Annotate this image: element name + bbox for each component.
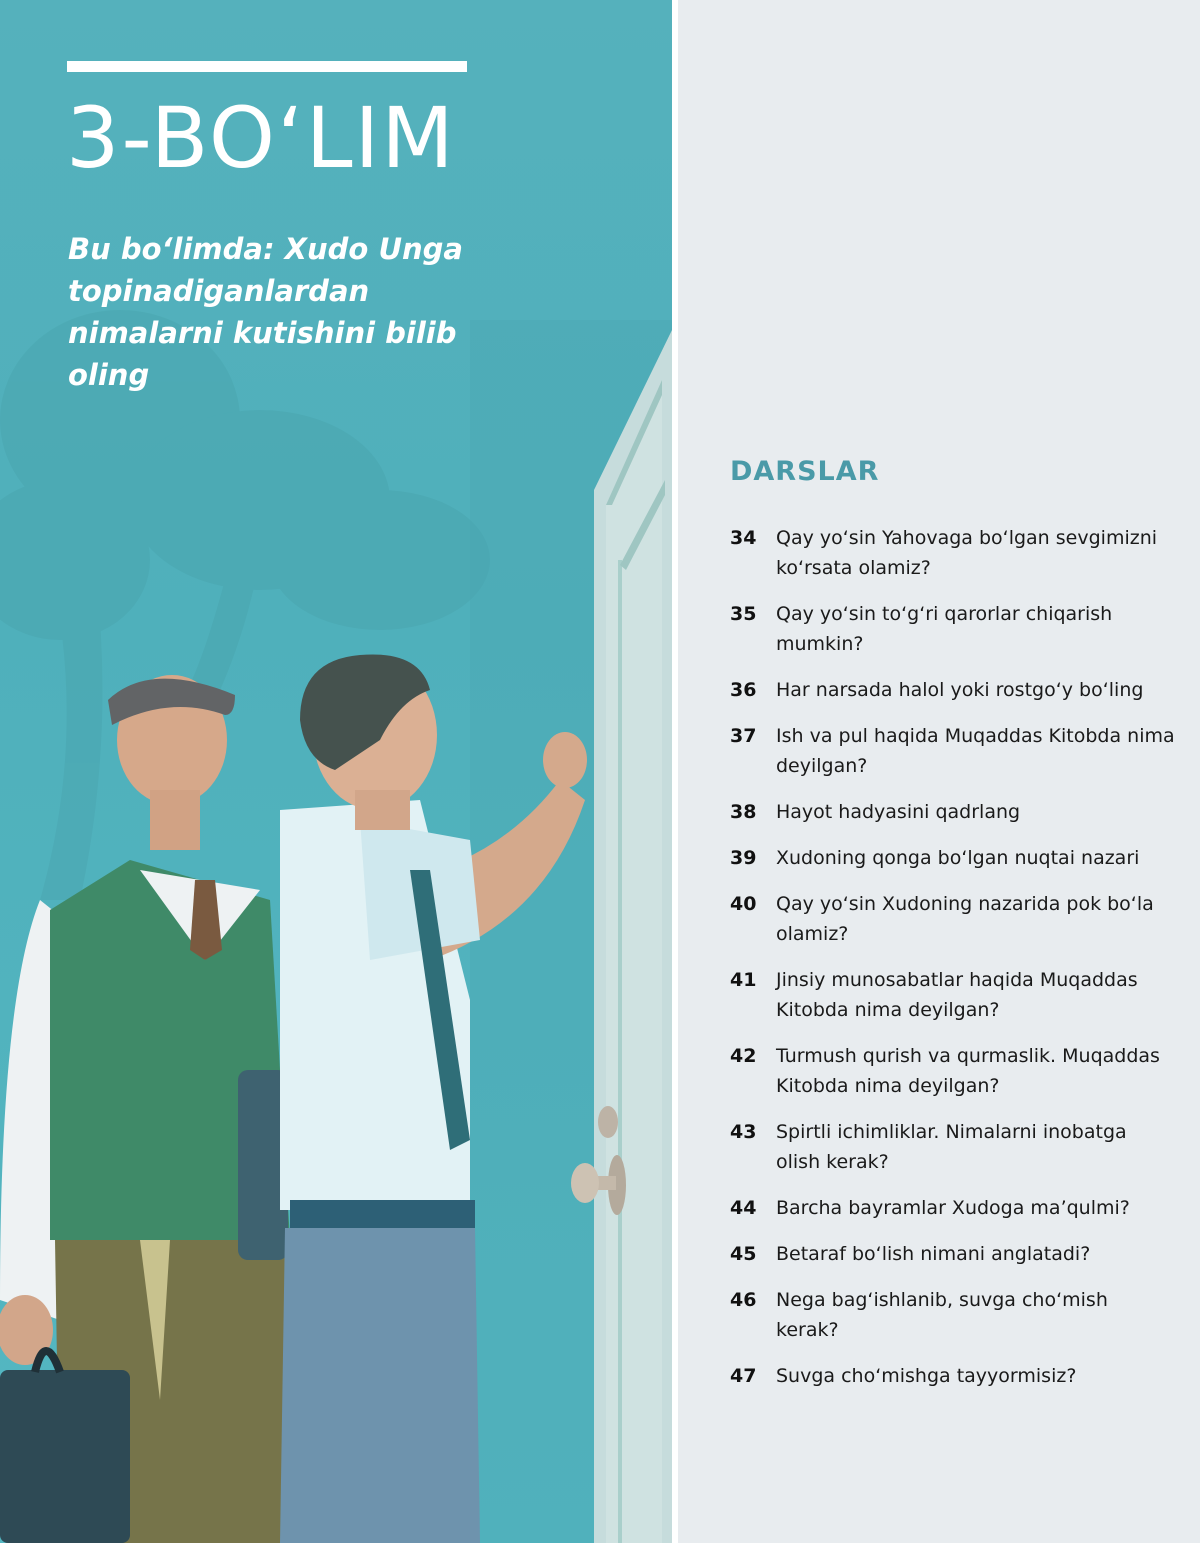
lesson-number: 44 <box>730 1197 757 1219</box>
lesson-item[interactable] <box>730 675 1180 705</box>
lesson-number: 38 <box>730 801 757 823</box>
lesson-item[interactable] <box>730 889 1180 949</box>
lessons-heading: DARSLAR <box>730 456 880 487</box>
lesson-item[interactable] <box>730 1117 1180 1177</box>
lesson-title: Qay yo‘sin to‘g‘ri qarorlar chiqarish mumkin? <box>776 603 1113 655</box>
lesson-number: 41 <box>730 969 757 991</box>
door <box>594 330 672 1543</box>
lesson-item[interactable] <box>730 721 1180 781</box>
lesson-item[interactable] <box>730 1361 1180 1391</box>
lesson-item[interactable] <box>730 1239 1180 1269</box>
title-rule <box>67 61 467 72</box>
lesson-title: Qay yo‘sin Yahovaga bo‘lgan sevgimizni ko‘rsata olamiz? <box>776 527 1158 579</box>
lesson-title: Hayot hadyasini qadrlang <box>776 801 1021 823</box>
lesson-title: Xudoning qonga bo‘lgan nuqtai nazari <box>776 847 1140 869</box>
lesson-item[interactable] <box>730 843 1180 873</box>
lesson-item[interactable] <box>730 1285 1180 1345</box>
lesson-title: Har narsada halol yoki rostgo‘y bo‘ling <box>776 679 1144 701</box>
lesson-title: Suvga cho‘mishga tayyormisiz? <box>776 1365 1077 1387</box>
lesson-title: Ish va pul haqida Muqaddas Kitobda nima deyilgan? <box>776 725 1175 777</box>
lesson-number: 43 <box>730 1121 757 1143</box>
lesson-title: Barcha bayramlar Xudoga ma’qulmi? <box>776 1197 1130 1219</box>
lesson-title: Spirtli ichimliklar. Nimalarni inobatga olish kerak? <box>776 1121 1127 1173</box>
lesson-title: Betaraf bo‘lish nimani anglatadi? <box>776 1243 1091 1265</box>
lesson-number: 39 <box>730 847 757 869</box>
section-subtitle: Bu bo‘limda: Xudo Unga topinadiganlardan nimalarni kutishini bilib oling <box>68 232 463 392</box>
lesson-item[interactable] <box>730 1193 1180 1223</box>
lesson-number: 45 <box>730 1243 757 1265</box>
lesson-item[interactable] <box>730 523 1180 583</box>
lesson-number: 35 <box>730 603 757 625</box>
lesson-title: Nega bag‘ishlanib, suvga cho‘mish kerak? <box>776 1289 1108 1341</box>
section-title: 3-BO‘LIM <box>66 89 456 187</box>
lesson-item[interactable] <box>730 1041 1180 1101</box>
lesson-number: 40 <box>730 893 757 915</box>
lesson-title: Jinsiy munosabatlar haqida Muqaddas Kitobda nima deyilgan? <box>776 969 1138 1021</box>
lesson-number: 42 <box>730 1045 757 1067</box>
lesson-number: 34 <box>730 527 757 549</box>
lesson-title: Turmush qurish va qurmaslik. Muqaddas Kitobda nima deyilgan? <box>776 1045 1160 1097</box>
lesson-item[interactable] <box>730 965 1180 1025</box>
lesson-number: 37 <box>730 725 757 747</box>
lesson-number: 36 <box>730 679 757 701</box>
lesson-item[interactable] <box>730 599 1180 659</box>
lesson-number: 47 <box>730 1365 757 1387</box>
lesson-title: Qay yo‘sin Xudoning nazarida pok bo‘la olamiz? <box>776 893 1154 945</box>
lessons-list <box>730 523 1180 1407</box>
lesson-number: 46 <box>730 1289 757 1311</box>
lesson-item[interactable] <box>730 797 1180 827</box>
